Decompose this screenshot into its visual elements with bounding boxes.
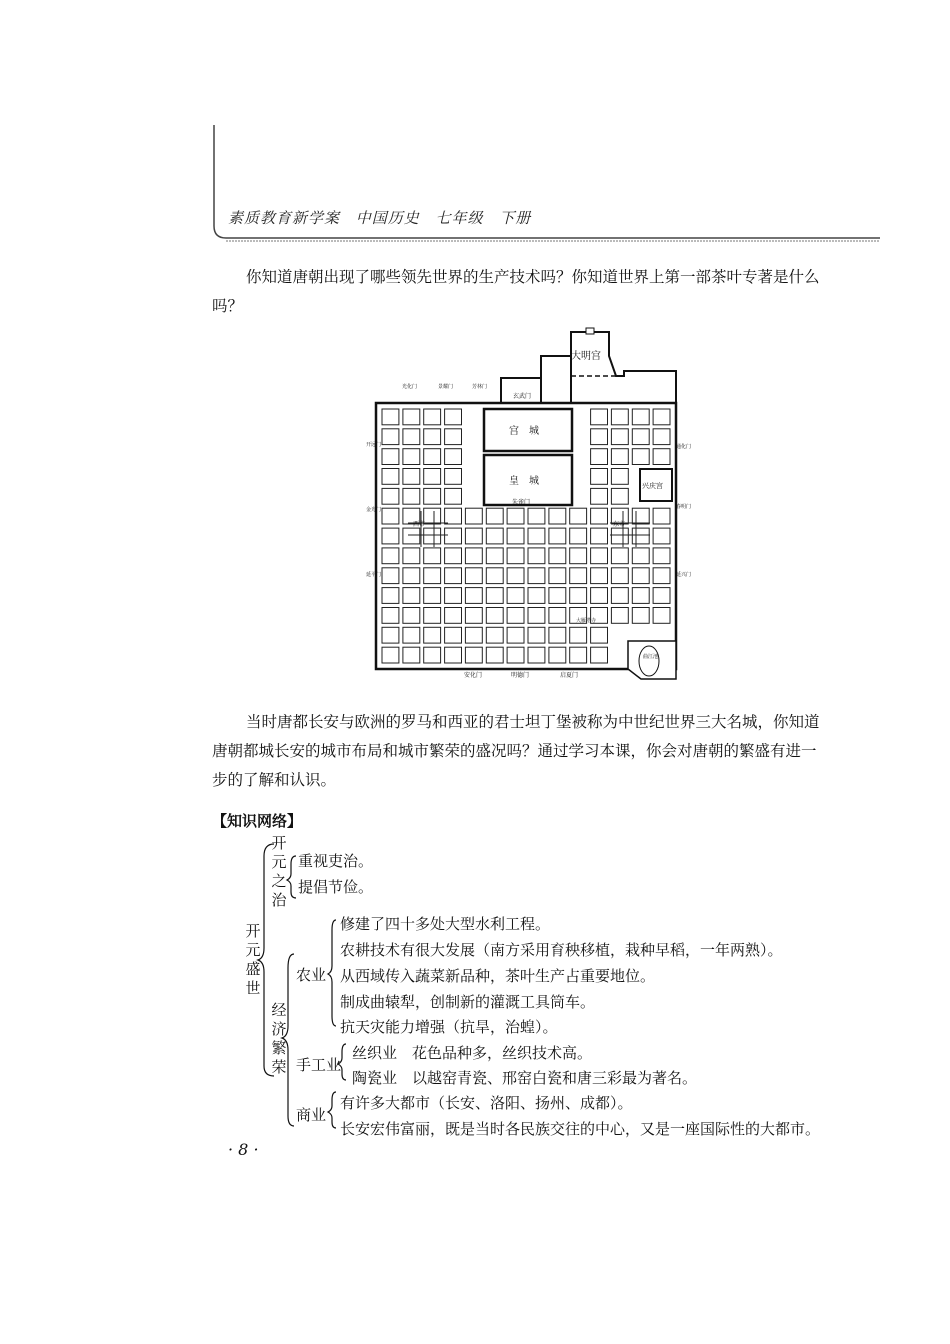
ward-block: [507, 548, 524, 564]
ward-block: [486, 508, 503, 524]
ward-block: [528, 528, 545, 544]
agriculture-item-2: 农耕技术有很大发展（南方采用育秧移植，栽种早稻，一年两熟）。: [340, 941, 783, 959]
economy-char-1: 经: [271, 1001, 287, 1019]
label-kaiyuanmen: 开远门: [366, 442, 382, 448]
ward-block: [424, 627, 441, 643]
ward-block: [382, 429, 399, 445]
ward-block: [549, 568, 566, 584]
ward-block: [528, 568, 545, 584]
ward-block: [507, 588, 524, 604]
ward-block: [445, 508, 462, 524]
ward-block: [424, 488, 441, 504]
ward-block: [632, 528, 649, 544]
ward-block: [382, 528, 399, 544]
ward-block: [403, 469, 420, 485]
ward-block: [445, 528, 462, 544]
ward-block: [424, 608, 441, 624]
ward-block: [653, 449, 670, 465]
ward-block: [445, 627, 462, 643]
ward-block: [403, 627, 420, 643]
ward-block: [403, 548, 420, 564]
ward-block: [653, 588, 670, 604]
handicraft-label: 手工业: [296, 1056, 342, 1074]
label-qujiangchi: 曲江池: [643, 654, 659, 660]
para2-line-2: 唐朝都城长安的城市布局和城市繁荣的盛况吗？通过学习本课，你会对唐朝的繁盛有进一: [212, 742, 817, 760]
ward-block: [445, 568, 462, 584]
handicraft-item-2: 陶瓷业 以越窑青瓷、邢窑白瓷和唐三彩最为著名。: [352, 1069, 698, 1087]
agriculture-item-4: 制成曲辕犁，创制新的灌溉工具筒车。: [340, 993, 596, 1011]
ward-block: [591, 409, 608, 425]
ward-block: [570, 627, 587, 643]
label-xingqinggong: 兴庆宫: [642, 482, 663, 490]
ward-block: [465, 647, 482, 663]
label-guanghuamen: 光化门: [402, 384, 418, 390]
ward-block: [632, 429, 649, 445]
root-char-2: 元: [245, 941, 261, 959]
ward-block: [507, 528, 524, 544]
ward-block: [382, 548, 399, 564]
label-yanxingmen: 延兴门: [676, 572, 692, 578]
ward-block: [486, 647, 503, 663]
ward-block: [611, 528, 628, 544]
ward-block: [424, 508, 441, 524]
ward-block: [465, 528, 482, 544]
ward-block: [611, 488, 628, 504]
ward-block: [382, 409, 399, 425]
ward-block: [611, 548, 628, 564]
kaiyuan-char-2: 元: [271, 853, 287, 871]
ward-block: [570, 647, 587, 663]
ward-block: [632, 548, 649, 564]
ward-block: [507, 647, 524, 663]
ward-block: [424, 409, 441, 425]
ward-block: [591, 429, 608, 445]
root-char-4: 世: [245, 979, 261, 997]
commerce-label: 商业: [296, 1106, 327, 1124]
ward-block: [611, 409, 628, 425]
ward-block: [611, 429, 628, 445]
ward-block: [591, 627, 608, 643]
ward-block: [653, 508, 670, 524]
ward-block: [528, 647, 545, 663]
economy-char-3: 繁: [271, 1039, 287, 1057]
ward-block: [382, 488, 399, 504]
ward-block: [549, 647, 566, 663]
ward-block: [382, 508, 399, 524]
ward-block: [653, 528, 670, 544]
ward-block: [424, 449, 441, 465]
ward-block: [632, 568, 649, 584]
ward-block: [445, 429, 462, 445]
ward-block: [591, 568, 608, 584]
ward-block: [549, 608, 566, 624]
ward-block: [507, 568, 524, 584]
ward-block: [653, 608, 670, 624]
ward-block: [486, 548, 503, 564]
ward-block: [549, 627, 566, 643]
ward-block: [424, 588, 441, 604]
label-jinguangmen: 金光门: [366, 507, 382, 513]
intro-line-1: 你知道唐朝出现了哪些领先世界的生产技术吗？你知道世界上第一部茶叶专著是什么: [246, 268, 820, 286]
economy-char-4: 荣: [271, 1058, 287, 1076]
ward-block: [403, 488, 420, 504]
label-qixiamen: 启夏门: [560, 672, 579, 679]
label-yanpingmen: 延平门: [366, 572, 382, 578]
root-char-1: 开: [245, 922, 261, 940]
ward-block: [549, 548, 566, 564]
ward-block: [528, 608, 545, 624]
ward-block: [591, 449, 608, 465]
agriculture-item-1: 修建了四十多处大型水利工程。: [340, 915, 551, 933]
label-mingdemen: 明德门: [511, 672, 530, 679]
ward-block: [591, 469, 608, 485]
ward-block: [424, 548, 441, 564]
ward-block: [653, 568, 670, 584]
label-jingyaomen: 景耀门: [438, 384, 454, 390]
ward-block: [549, 508, 566, 524]
ward-block: [445, 469, 462, 485]
ward-block: [528, 627, 545, 643]
economy-char-2: 济: [271, 1020, 287, 1038]
ward-block: [507, 508, 524, 524]
ward-block: [403, 608, 420, 624]
label-xuanwumen: 玄武门: [513, 393, 532, 400]
ward-block: [382, 449, 399, 465]
ward-block: [445, 409, 462, 425]
agriculture-label: 农业: [296, 966, 327, 984]
daming-palace-wall: [571, 332, 676, 403]
para2-line-1: 当时唐都长安与欧洲的罗马和西亚的君士坦丁堡被称为中世纪世界三大名城，你知道: [246, 713, 820, 731]
ward-block: [611, 588, 628, 604]
para2-line-3: 步的了解和认识。: [212, 771, 337, 789]
ward-block: [424, 568, 441, 584]
ward-block: [507, 627, 524, 643]
label-xishi: 西市: [413, 521, 426, 528]
label-dayanta: 大雁塔寺: [576, 618, 597, 624]
ward-block: [632, 449, 649, 465]
ward-block: [424, 469, 441, 485]
ward-block: [611, 469, 628, 485]
ward-block: [591, 548, 608, 564]
ward-block: [653, 409, 670, 425]
ward-block: [382, 608, 399, 624]
agriculture-item-5: 抗天灾能力增强（抗旱，治蝗）。: [340, 1018, 558, 1036]
ward-block: [549, 588, 566, 604]
ward-block: [445, 488, 462, 504]
ward-block: [486, 568, 503, 584]
ward-block: [465, 548, 482, 564]
ward-block: [382, 469, 399, 485]
ward-block: [403, 588, 420, 604]
running-title: 素质教育新学案 中国历史 七年级 下册: [228, 209, 532, 227]
ward-block: [528, 508, 545, 524]
ward-block: [465, 608, 482, 624]
ward-block: [465, 588, 482, 604]
ward-block: [445, 588, 462, 604]
ward-block: [403, 568, 420, 584]
ward-block: [424, 528, 441, 544]
ward-block: [445, 449, 462, 465]
ward-block: [403, 409, 420, 425]
ward-block: [486, 528, 503, 544]
kaiyuan-char-3: 之: [271, 872, 287, 890]
ward-block: [611, 608, 628, 624]
ward-block: [549, 528, 566, 544]
ward-block: [611, 449, 628, 465]
knowledge-network-title: 【知识网络】: [212, 812, 303, 830]
ward-block: [445, 548, 462, 564]
ward-block: [486, 588, 503, 604]
ward-block: [570, 548, 587, 564]
ward-block: [465, 508, 482, 524]
ward-block: [465, 627, 482, 643]
kaiyuan-char-1: 开: [271, 834, 287, 852]
ward-block: [528, 588, 545, 604]
ward-block: [403, 449, 420, 465]
ward-block: [445, 608, 462, 624]
kaiyuan-item-1: 重视吏治。: [298, 852, 374, 870]
intro-line-2: 吗？: [212, 297, 244, 315]
ward-block: [632, 608, 649, 624]
ward-block: [591, 508, 608, 524]
ward-block: [570, 508, 587, 524]
label-zhuquemen: 朱雀门: [512, 499, 531, 506]
ward-block: [382, 588, 399, 604]
ward-block: [424, 429, 441, 445]
ward-block: [632, 588, 649, 604]
agriculture-item-3: 从西域传入蔬菜新品种，茶叶生产占重要地位。: [340, 967, 656, 985]
root-char-3: 盛: [245, 960, 261, 978]
ward-block: [403, 528, 420, 544]
ward-block: [611, 568, 628, 584]
ward-block: [591, 647, 608, 663]
ward-block: [382, 627, 399, 643]
label-anhuamen: 安化门: [464, 672, 483, 679]
ward-block: [445, 647, 462, 663]
ward-block: [382, 647, 399, 663]
ward-block: [591, 528, 608, 544]
label-tonghuamen: 通化门: [676, 444, 692, 450]
branch-label-jingjifanrong: [270, 1001, 288, 1077]
branch-label-kaiyuanzhizhi: [270, 834, 288, 910]
label-fanglinmen: 芳林门: [472, 384, 488, 390]
ward-block: [403, 429, 420, 445]
ward-block: [632, 508, 649, 524]
ward-block: [486, 627, 503, 643]
ward-block: [653, 429, 670, 445]
ward-block: [570, 528, 587, 544]
commerce-item-2: 长安宏伟富丽，既是当时各民族交往的中心，又是一座国际性的大都市。: [340, 1120, 821, 1138]
ward-block: [591, 488, 608, 504]
ward-block: [382, 568, 399, 584]
ward-block: [570, 568, 587, 584]
ward-block: [570, 588, 587, 604]
root-label-kaiyuan-shengshi: [244, 922, 262, 998]
label-dongshi: 东市: [613, 521, 626, 528]
handicraft-item-1: 丝织业 花色品种多，丝织技术高。: [352, 1044, 593, 1062]
kaiyuan-char-4: 治: [271, 891, 287, 909]
ward-block: [507, 608, 524, 624]
label-huangcheng: 皇 城: [509, 476, 539, 487]
commerce-item-1: 有许多大都市（长安、洛阳、扬州、成都）。: [340, 1094, 633, 1112]
changan-city-map: [366, 326, 692, 680]
ward-block: [591, 588, 608, 604]
ward-block: [528, 548, 545, 564]
ward-block: [653, 548, 670, 564]
ward-block: [424, 647, 441, 663]
ward-block: [403, 647, 420, 663]
ward-block: [465, 568, 482, 584]
ward-block: [632, 409, 649, 425]
label-chunmingmen: 春明门: [676, 504, 692, 510]
ward-block: [486, 608, 503, 624]
label-gongcheng: 宫 城: [509, 426, 539, 437]
kaiyuan-item-2: 提倡节俭。: [298, 878, 374, 896]
page-number: · 8 ·: [228, 1140, 259, 1159]
label-daminggong: 大明宫: [571, 351, 601, 362]
